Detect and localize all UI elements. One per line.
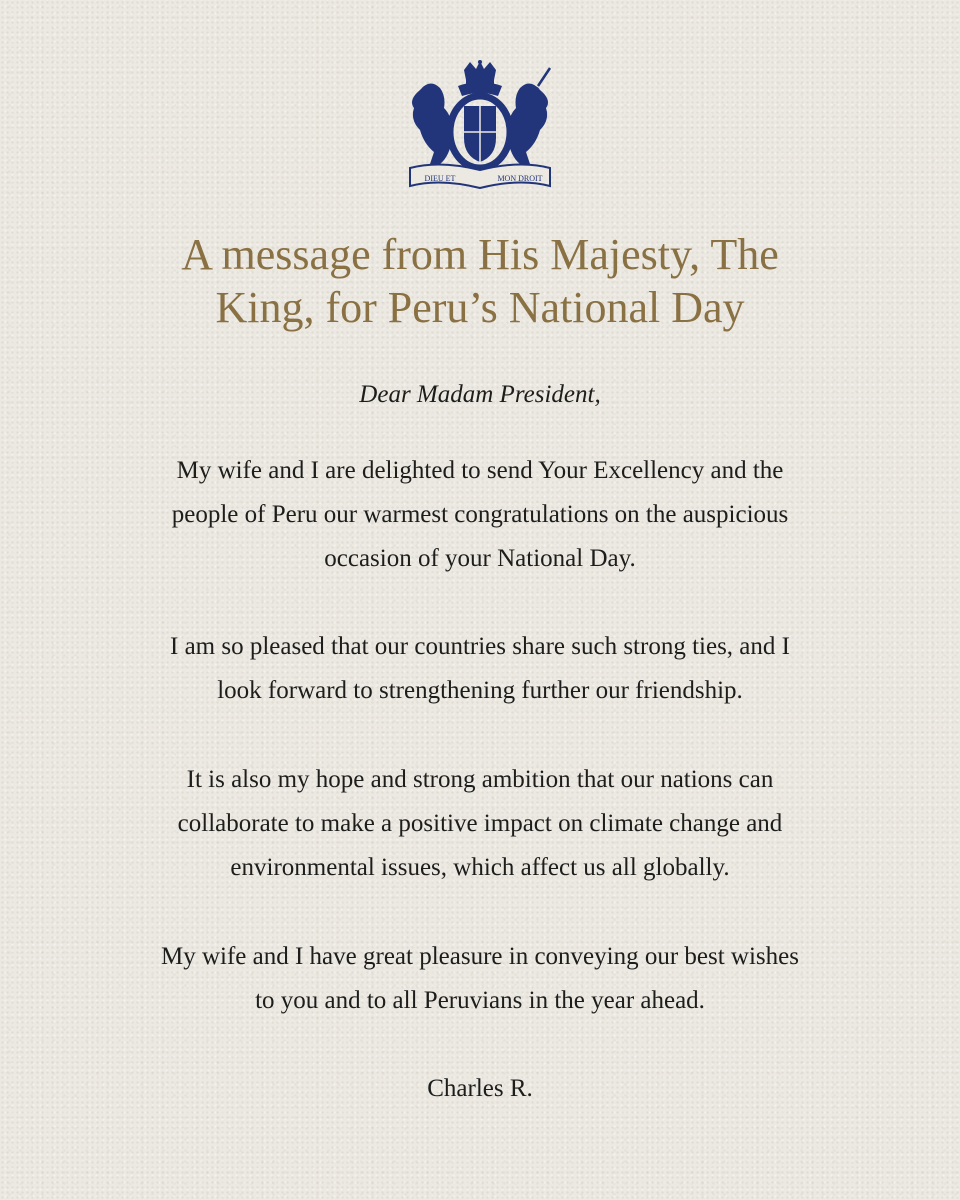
svg-text:MON DROIT: MON DROIT: [497, 174, 543, 183]
paragraph-3: [40, 758, 920, 890]
paragraph-2: [40, 625, 920, 713]
paragraph-line: My wife and I are delighted to send Your Excellency and the: [176, 457, 784, 484]
paragraph-line: look forward to strengthening further our friendship.: [217, 677, 743, 704]
royal-coat-of-arms-icon: [400, 60, 560, 190]
title-line: A message from His Majesty, The: [181, 230, 779, 279]
paragraph-line: occasion of your National Day.: [324, 545, 636, 572]
paragraph-line: collaborate to make a positive impact on climate change and: [177, 810, 783, 837]
paragraph-line: people of Peru our warmest congratulations on the auspicious: [171, 501, 789, 528]
paragraph-4: [40, 935, 920, 1023]
paragraph-1: [40, 449, 920, 581]
salutation: Dear Madam President,: [359, 381, 601, 408]
title-line: King, for Peru’s National Day: [215, 283, 745, 332]
paragraph-line: It is also my hope and strong ambition that our nations can: [186, 766, 774, 793]
svg-text:DIEU ET: DIEU ET: [424, 174, 456, 183]
paragraph-line: My wife and I have great pleasure in conveying our best wishes: [160, 943, 799, 970]
message-title: [40, 228, 920, 334]
paragraph-line: to you and to all Peruvians in the year ahead.: [255, 987, 705, 1014]
signature: Charles R.: [427, 1075, 533, 1102]
paragraph-line: I am so pleased that our countries share such strong ties, and I: [170, 633, 790, 660]
paragraph-line: environmental issues, which affect us all globally.: [230, 854, 730, 881]
